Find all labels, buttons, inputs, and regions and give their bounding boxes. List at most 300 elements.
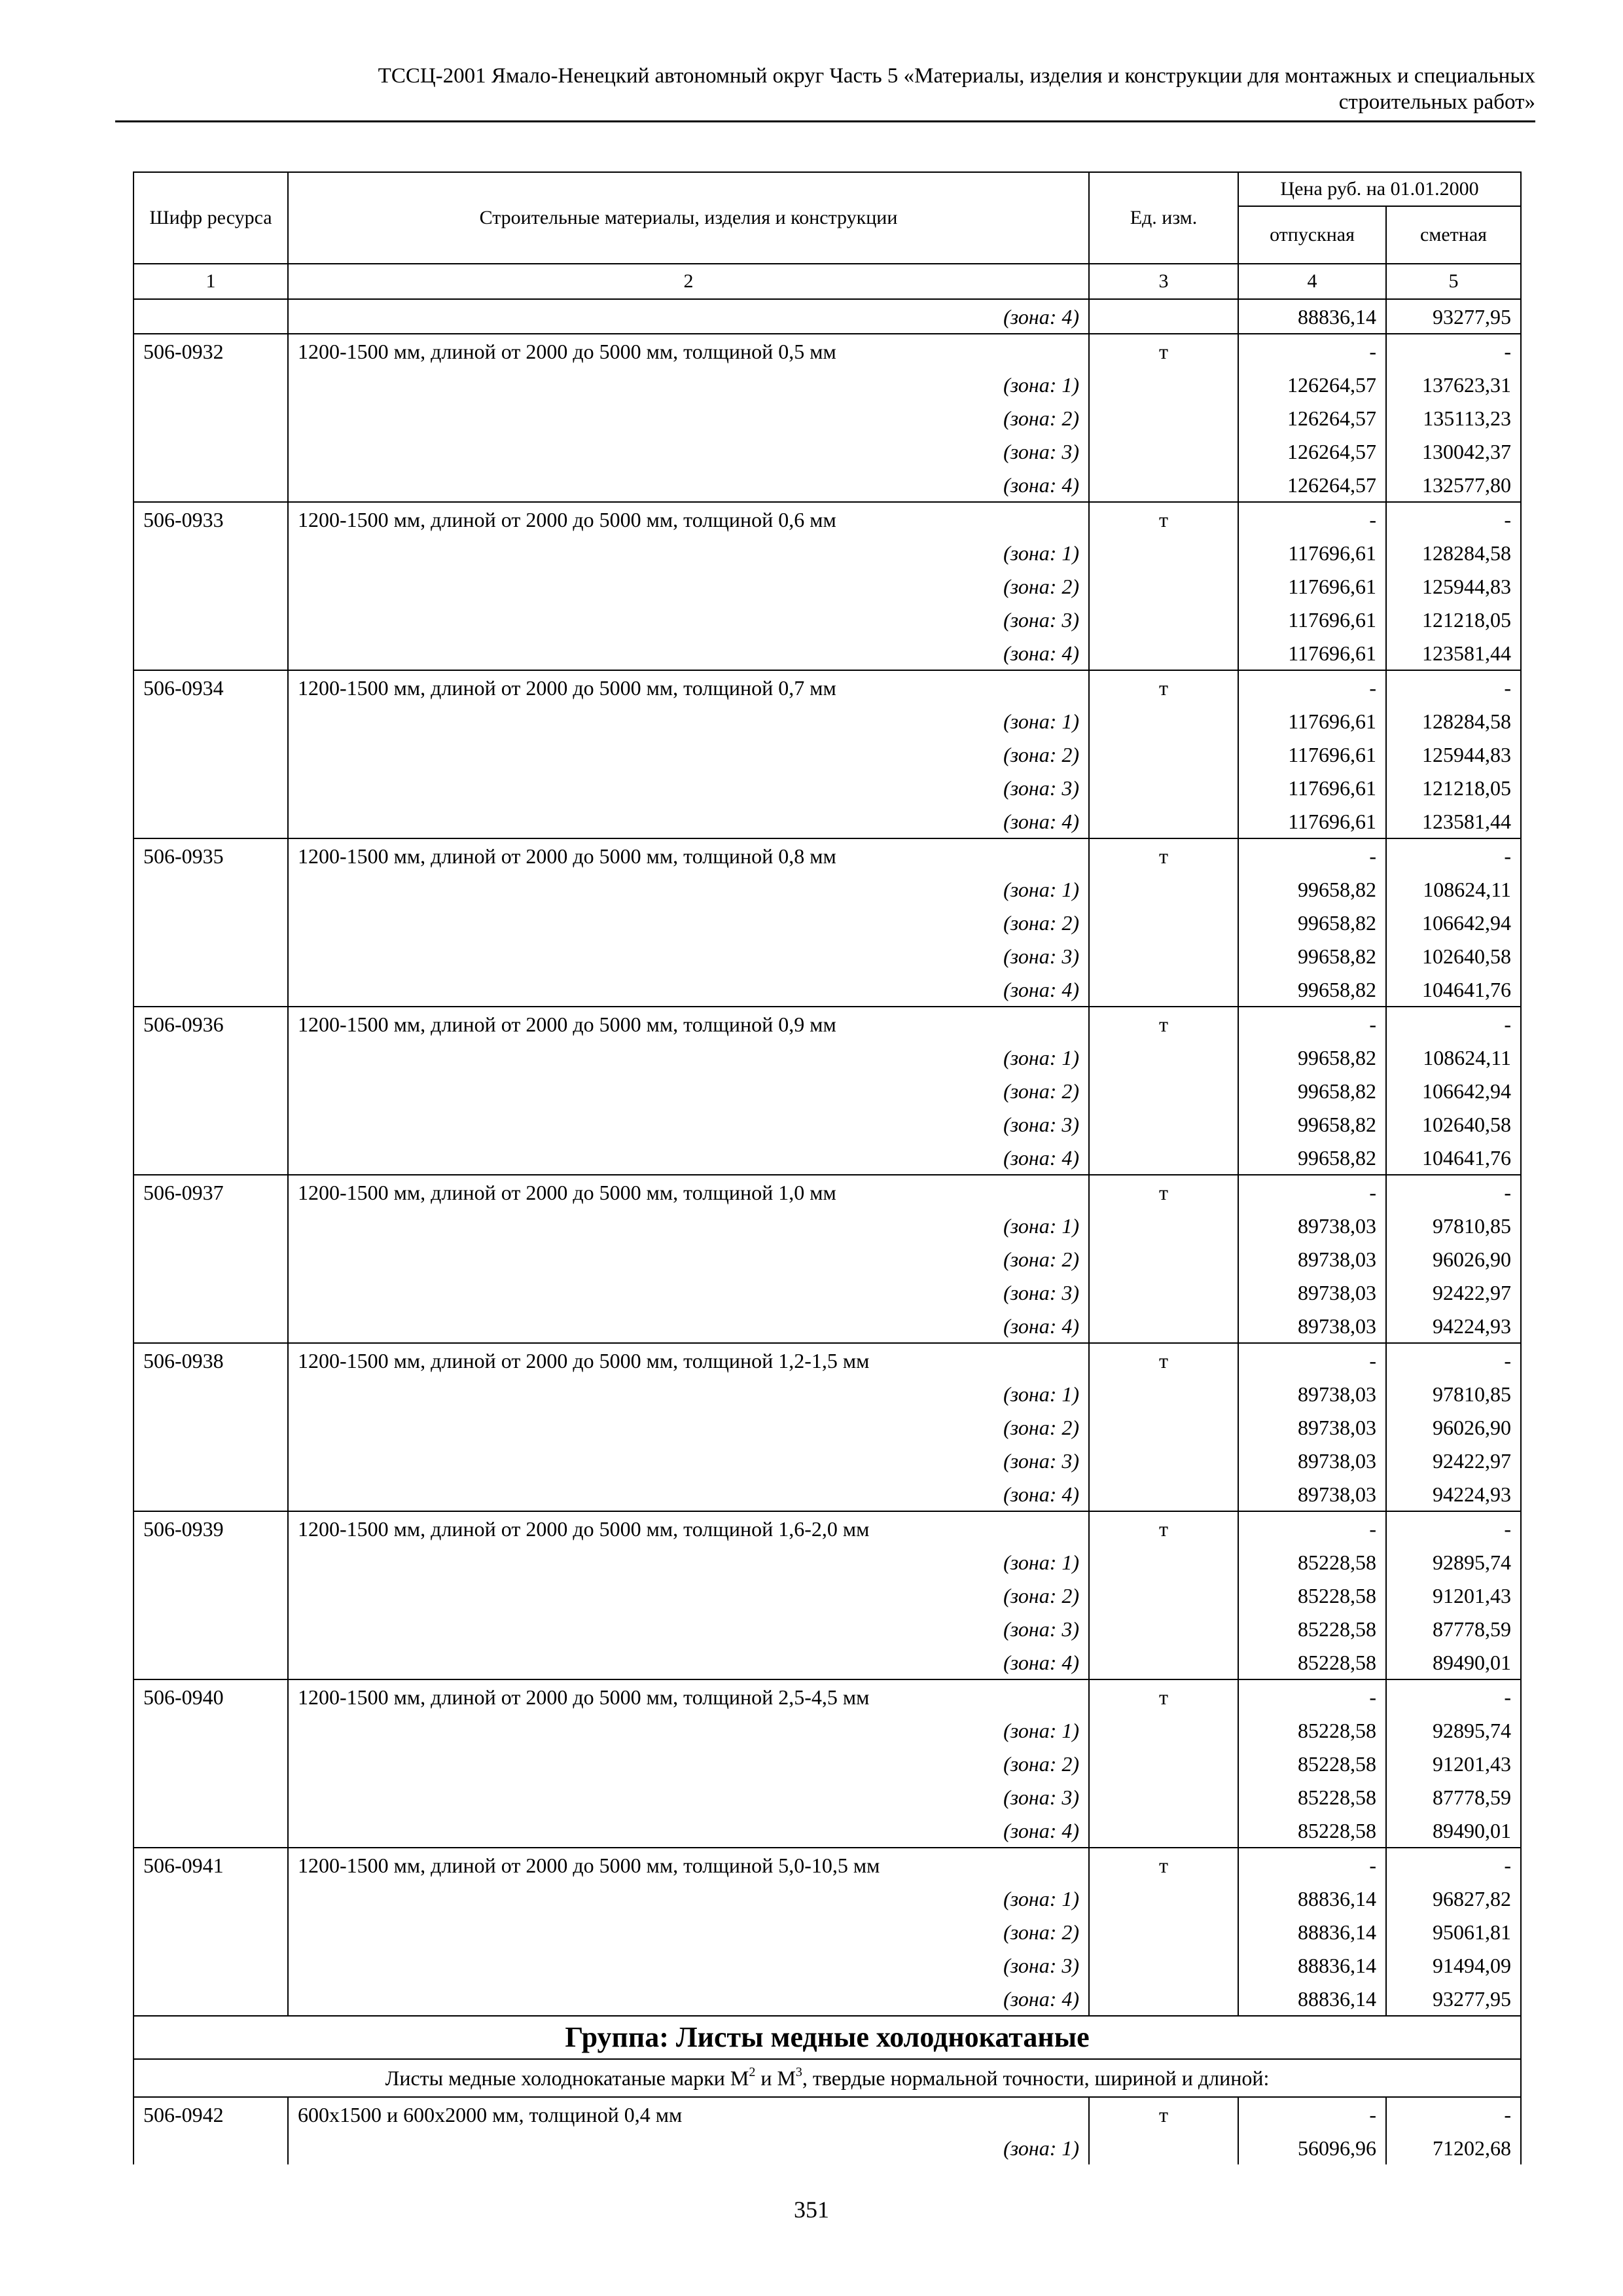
zone-row: [134, 1107, 1521, 1141]
unit-cell: [1089, 771, 1238, 804]
unit-cell: т: [1089, 1007, 1238, 1041]
code-cell: [134, 1410, 288, 1444]
unit-cell: [1089, 1612, 1238, 1645]
estimate-price-cell: 106642,94: [1386, 1074, 1521, 1107]
code-cell: [134, 1309, 288, 1343]
release-price-cell: 117696,61: [1238, 738, 1386, 771]
release-price-cell: -: [1238, 1007, 1386, 1041]
code-cell: [134, 939, 288, 973]
estimate-price-cell: 96026,90: [1386, 1410, 1521, 1444]
unit-cell: [1089, 973, 1238, 1007]
col-number: 5: [1386, 264, 1521, 299]
running-header-line2: строительных работ»: [1338, 90, 1535, 114]
zone-row: [134, 1276, 1521, 1309]
estimate-price-cell: 125944,83: [1386, 569, 1521, 603]
release-price-cell: 99658,82: [1238, 872, 1386, 906]
code-cell: [134, 704, 288, 738]
code-cell: [134, 1242, 288, 1276]
item-row: [134, 1679, 1521, 1713]
estimate-price-cell: 92422,97: [1386, 1276, 1521, 1309]
code-cell: [134, 1444, 288, 1477]
zone-cell: (зона: 1): [288, 1377, 1089, 1410]
release-price-cell: -: [1238, 1343, 1386, 1377]
unit-cell: т: [1089, 838, 1238, 872]
resource-code: 506-0938: [134, 1343, 288, 1377]
zone-row: [134, 1074, 1521, 1107]
estimate-price-cell: 106642,94: [1386, 906, 1521, 939]
zone-cell: (зона: 2): [288, 569, 1089, 603]
zone-row: [134, 1814, 1521, 1848]
carryover-row: [134, 299, 1521, 334]
item-description: 1200-1500 мм, длиной от 2000 до 5000 мм, толщиной 0,6 мм: [288, 502, 1089, 536]
subgroup-text: , твердые нормальной точности, шириной и длиной:: [802, 2066, 1270, 2090]
zone-row: [134, 401, 1521, 435]
unit-cell: [1089, 1579, 1238, 1612]
unit-cell: [1089, 569, 1238, 603]
zone-cell: (зона: 2): [288, 1915, 1089, 1948]
zone-cell: (зона: 2): [288, 1410, 1089, 1444]
estimate-price-cell: 135113,23: [1386, 401, 1521, 435]
zone-row: [134, 1982, 1521, 2016]
estimate-price-cell: 102640,58: [1386, 939, 1521, 973]
release-price-cell: 89738,03: [1238, 1477, 1386, 1511]
zone-cell: (зона: 2): [288, 401, 1089, 435]
col-header-estimate: сметная: [1386, 206, 1521, 264]
estimate-price-cell: 97810,85: [1386, 1209, 1521, 1242]
unit-cell: [1089, 603, 1238, 636]
item-row: [134, 1343, 1521, 1377]
item-row: [134, 838, 1521, 872]
zone-cell: (зона: 1): [288, 1713, 1089, 1747]
unit-cell: т: [1089, 1848, 1238, 1882]
item-row: [134, 1007, 1521, 1041]
unit-cell: [1089, 1041, 1238, 1074]
running-header-line1: ТССЦ-2001 Ямало-Ненецкий автономный округ Часть 5 «Материалы, изделия и конструкции для монтажных и специальных: [378, 64, 1535, 88]
item-row: [134, 1848, 1521, 1882]
release-price-cell: -: [1238, 334, 1386, 368]
zone-cell: (зона: 1): [288, 1882, 1089, 1915]
estimate-price-cell: 97810,85: [1386, 1377, 1521, 1410]
release-price-cell: -: [1238, 838, 1386, 872]
code-cell: [134, 1107, 288, 1141]
unit-cell: [1089, 1948, 1238, 1982]
item-description: 1200-1500 мм, длиной от 2000 до 5000 мм, толщиной 0,7 мм: [288, 670, 1089, 704]
unit-cell: [1089, 1209, 1238, 1242]
zone-row: [134, 1444, 1521, 1477]
estimate-price-cell: 92895,74: [1386, 1545, 1521, 1579]
estimate-price-cell: 93277,95: [1386, 1982, 1521, 2016]
release-price-cell: 117696,61: [1238, 603, 1386, 636]
release-price-cell: 85228,58: [1238, 1814, 1386, 1848]
release-price-cell: 85228,58: [1238, 1713, 1386, 1747]
item-description: 1200-1500 мм, длиной от 2000 до 5000 мм, толщиной 5,0-10,5 мм: [288, 1848, 1089, 1882]
superscript: 2: [749, 2065, 756, 2079]
zone-cell: (зона: 1): [288, 704, 1089, 738]
release-price-cell: 88836,14: [1238, 299, 1386, 334]
code-cell: [134, 738, 288, 771]
code-cell: [134, 1141, 288, 1175]
zone-row: [134, 2131, 1521, 2164]
unit-cell: [1089, 1074, 1238, 1107]
release-price-cell: 117696,61: [1238, 569, 1386, 603]
zone-cell: (зона: 4): [288, 1477, 1089, 1511]
release-price-cell: -: [1238, 502, 1386, 536]
estimate-price-cell: 71202,68: [1386, 2131, 1521, 2164]
column-number-row: [134, 264, 1521, 299]
estimate-price-cell: -: [1386, 1007, 1521, 1041]
release-price-cell: 88836,14: [1238, 1882, 1386, 1915]
zone-cell: (зона: 3): [288, 1948, 1089, 1982]
resource-code: 506-0939: [134, 1511, 288, 1545]
resource-code: 506-0932: [134, 334, 288, 368]
zone-cell: (зона: 1): [288, 536, 1089, 569]
unit-cell: [1089, 1377, 1238, 1410]
col-number: 3: [1089, 264, 1238, 299]
unit-cell: [1089, 435, 1238, 468]
code-cell: [134, 1612, 288, 1645]
estimate-price-cell: -: [1386, 2097, 1521, 2131]
group-title: Группа: Листы медные холоднокатаные: [134, 2016, 1521, 2059]
zone-cell: (зона: 4): [288, 973, 1089, 1007]
estimate-price-cell: -: [1386, 1511, 1521, 1545]
release-price-cell: 117696,61: [1238, 804, 1386, 838]
unit-cell: т: [1089, 1343, 1238, 1377]
zone-row: [134, 636, 1521, 670]
zone-row: [134, 1882, 1521, 1915]
code-cell: [134, 1477, 288, 1511]
estimate-price-cell: 108624,11: [1386, 1041, 1521, 1074]
release-price-cell: 99658,82: [1238, 973, 1386, 1007]
zone-row: [134, 939, 1521, 973]
zone-cell: (зона: 2): [288, 738, 1089, 771]
code-cell: [134, 1276, 288, 1309]
release-price-cell: 85228,58: [1238, 1780, 1386, 1814]
unit-cell: [1089, 872, 1238, 906]
code-cell: [134, 1982, 288, 2016]
unit-cell: [1089, 536, 1238, 569]
zone-cell: (зона: 2): [288, 1074, 1089, 1107]
release-price-cell: 117696,61: [1238, 771, 1386, 804]
unit-cell: [1089, 1242, 1238, 1276]
zone-cell: (зона: 4): [288, 804, 1089, 838]
estimate-price-cell: -: [1386, 670, 1521, 704]
col-header-price: Цена руб. на 01.01.2000: [1238, 172, 1521, 206]
code-cell: [134, 872, 288, 906]
estimate-price-cell: 87778,59: [1386, 1612, 1521, 1645]
zone-cell: (зона: 3): [288, 1107, 1089, 1141]
group-title-row: [134, 2016, 1521, 2059]
estimate-price-cell: 130042,37: [1386, 435, 1521, 468]
zone-cell: (зона: 1): [288, 1209, 1089, 1242]
release-price-cell: 89738,03: [1238, 1242, 1386, 1276]
unit-cell: [1089, 1645, 1238, 1679]
estimate-price-cell: 91201,43: [1386, 1579, 1521, 1612]
release-price-cell: 126264,57: [1238, 368, 1386, 401]
item-row: [134, 334, 1521, 368]
unit-cell: [1089, 906, 1238, 939]
release-price-cell: 88836,14: [1238, 1948, 1386, 1982]
estimate-price-cell: -: [1386, 1679, 1521, 1713]
code-cell: [134, 603, 288, 636]
zone-row: [134, 1545, 1521, 1579]
zone-row: [134, 1948, 1521, 1982]
col-number: 1: [134, 264, 288, 299]
unit-cell: т: [1089, 334, 1238, 368]
estimate-price-cell: 91201,43: [1386, 1747, 1521, 1780]
zone-cell: (зона: 2): [288, 1242, 1089, 1276]
estimate-price-cell: 91494,09: [1386, 1948, 1521, 1982]
col-header-release: отпускная: [1238, 206, 1386, 264]
release-price-cell: 89738,03: [1238, 1209, 1386, 1242]
unit-cell: [1089, 1107, 1238, 1141]
zone-row: [134, 1645, 1521, 1679]
estimate-price-cell: 123581,44: [1386, 636, 1521, 670]
unit-cell: [1089, 939, 1238, 973]
unit-cell: [1089, 1309, 1238, 1343]
resource-code: 506-0940: [134, 1679, 288, 1713]
zone-cell: (зона: 2): [288, 1747, 1089, 1780]
resource-code: 506-0934: [134, 670, 288, 704]
estimate-price-cell: 102640,58: [1386, 1107, 1521, 1141]
release-price-cell: 99658,82: [1238, 906, 1386, 939]
estimate-price-cell: -: [1386, 838, 1521, 872]
release-price-cell: 56096,96: [1238, 2131, 1386, 2164]
estimate-price-cell: 132577,80: [1386, 468, 1521, 502]
zone-cell: (зона: 4): [288, 1309, 1089, 1343]
resource-code: 506-0937: [134, 1175, 288, 1209]
item-row: [134, 670, 1521, 704]
zone-row: [134, 804, 1521, 838]
estimate-price-cell: 96026,90: [1386, 1242, 1521, 1276]
estimate-price-cell: -: [1386, 334, 1521, 368]
zone-cell: (зона: 3): [288, 1780, 1089, 1814]
code-cell: [134, 368, 288, 401]
item-description: 1200-1500 мм, длиной от 2000 до 5000 мм, толщиной 2,5-4,5 мм: [288, 1679, 1089, 1713]
estimate-price-cell: 108624,11: [1386, 872, 1521, 906]
item-description: 1200-1500 мм, длиной от 2000 до 5000 мм, толщиной 1,6-2,0 мм: [288, 1511, 1089, 1545]
zone-row: [134, 435, 1521, 468]
release-price-cell: 126264,57: [1238, 468, 1386, 502]
resource-code: 506-0941: [134, 1848, 288, 1882]
release-price-cell: 99658,82: [1238, 1107, 1386, 1141]
item-description: 1200-1500 мм, длиной от 2000 до 5000 мм, толщиной 0,9 мм: [288, 1007, 1089, 1041]
estimate-price-cell: 123581,44: [1386, 804, 1521, 838]
unit-cell: [1089, 468, 1238, 502]
zone-row: [134, 1041, 1521, 1074]
col-number: 2: [288, 264, 1089, 299]
estimate-price-cell: -: [1386, 1175, 1521, 1209]
zone-row: [134, 738, 1521, 771]
zone-row: [134, 1141, 1521, 1175]
zone-row: [134, 536, 1521, 569]
item-description: 1200-1500 мм, длиной от 2000 до 5000 мм, толщиной 0,8 мм: [288, 838, 1089, 872]
zone-row: [134, 1747, 1521, 1780]
unit-cell: [1089, 704, 1238, 738]
unit-cell: [1089, 1477, 1238, 1511]
estimate-price-cell: 95061,81: [1386, 1915, 1521, 1948]
estimate-price-cell: 125944,83: [1386, 738, 1521, 771]
code-cell: [134, 401, 288, 435]
estimate-price-cell: 89490,01: [1386, 1814, 1521, 1848]
code-cell: [134, 1209, 288, 1242]
estimate-price-cell: 96827,82: [1386, 1882, 1521, 1915]
unit-cell: т: [1089, 1679, 1238, 1713]
item-description: 1200-1500 мм, длиной от 2000 до 5000 мм, толщиной 1,2-1,5 мм: [288, 1343, 1089, 1377]
zone-cell: (зона: 3): [288, 939, 1089, 973]
zone-row: [134, 1477, 1521, 1511]
release-price-cell: 89738,03: [1238, 1410, 1386, 1444]
unit-cell: [1089, 1410, 1238, 1444]
item-row: [134, 2097, 1521, 2131]
zone-cell: (зона: 3): [288, 1612, 1089, 1645]
price-table: [133, 171, 1522, 2164]
subgroup-text: Листы медные холоднокатаные марки М: [385, 2066, 749, 2090]
release-price-cell: 99658,82: [1238, 1141, 1386, 1175]
header-rule: [115, 120, 1535, 122]
code-cell: [134, 1948, 288, 1982]
unit-cell: т: [1089, 2097, 1238, 2131]
zone-row: [134, 704, 1521, 738]
item-row: [134, 502, 1521, 536]
release-price-cell: -: [1238, 670, 1386, 704]
code-cell: [134, 973, 288, 1007]
estimate-price-cell: 121218,05: [1386, 603, 1521, 636]
release-price-cell: 89738,03: [1238, 1276, 1386, 1309]
unit-cell: [1089, 1276, 1238, 1309]
zone-row: [134, 771, 1521, 804]
unit-cell: [1089, 1982, 1238, 2016]
zone-row: [134, 1780, 1521, 1814]
unit-cell: [1089, 401, 1238, 435]
code-cell: [134, 2131, 288, 2164]
zone-cell: (зона: 4): [288, 1645, 1089, 1679]
zone-row: [134, 973, 1521, 1007]
estimate-price-cell: 94224,93: [1386, 1477, 1521, 1511]
release-price-cell: 85228,58: [1238, 1747, 1386, 1780]
release-price-cell: 99658,82: [1238, 1041, 1386, 1074]
release-price-cell: 88836,14: [1238, 1915, 1386, 1948]
release-price-cell: 85228,58: [1238, 1545, 1386, 1579]
unit-cell: [1089, 804, 1238, 838]
code-cell: [134, 771, 288, 804]
col-number: 4: [1238, 264, 1386, 299]
code-cell: [134, 1074, 288, 1107]
unit-cell: [1089, 1545, 1238, 1579]
release-price-cell: 99658,82: [1238, 939, 1386, 973]
zone-row: [134, 1612, 1521, 1645]
col-header-code: Шифр ресурса: [134, 172, 288, 264]
item-description: 600x1500 и 600x2000 мм, толщиной 0,4 мм: [288, 2097, 1089, 2131]
code-cell: [134, 435, 288, 468]
release-price-cell: -: [1238, 1511, 1386, 1545]
zone-row: [134, 1915, 1521, 1948]
zone-cell: (зона: 4): [288, 1141, 1089, 1175]
zone-cell: (зона: 1): [288, 2131, 1089, 2164]
col-header-name: Строительные материалы, изделия и конструкции: [288, 172, 1089, 264]
zone-cell: (зона: 1): [288, 1041, 1089, 1074]
zone-row: [134, 1410, 1521, 1444]
estimate-price-cell: 104641,76: [1386, 973, 1521, 1007]
code-cell: [134, 1747, 288, 1780]
unit-cell: [1089, 299, 1238, 334]
item-row: [134, 1511, 1521, 1545]
item-description: 1200-1500 мм, длиной от 2000 до 5000 мм, толщиной 0,5 мм: [288, 334, 1089, 368]
release-price-cell: 89738,03: [1238, 1377, 1386, 1410]
estimate-price-cell: 92422,97: [1386, 1444, 1521, 1477]
estimate-price-cell: 128284,58: [1386, 704, 1521, 738]
zone-row: [134, 368, 1521, 401]
estimate-price-cell: 94224,93: [1386, 1309, 1521, 1343]
unit-cell: [1089, 1915, 1238, 1948]
estimate-price-cell: -: [1386, 1848, 1521, 1882]
code-cell: [134, 1645, 288, 1679]
estimate-price-cell: 89490,01: [1386, 1645, 1521, 1679]
code-cell: [134, 1041, 288, 1074]
resource-code: 506-0936: [134, 1007, 288, 1041]
release-price-cell: -: [1238, 1679, 1386, 1713]
item-row: [134, 1175, 1521, 1209]
subgroup-row: [134, 2059, 1521, 2097]
page-number: 351: [794, 2197, 829, 2223]
running-header: [115, 63, 1535, 115]
zone-row: [134, 872, 1521, 906]
zone-cell: (зона: 3): [288, 771, 1089, 804]
release-price-cell: 85228,58: [1238, 1579, 1386, 1612]
release-price-cell: 89738,03: [1238, 1444, 1386, 1477]
code-cell: [134, 536, 288, 569]
zone-row: [134, 1579, 1521, 1612]
zone-row: [134, 906, 1521, 939]
zone-cell: (зона: 4): [288, 636, 1089, 670]
zone-row: [134, 468, 1521, 502]
zone-row: [134, 603, 1521, 636]
resource-code: 506-0935: [134, 838, 288, 872]
zone-row: [134, 569, 1521, 603]
release-price-cell: 117696,61: [1238, 536, 1386, 569]
code-cell: [134, 1579, 288, 1612]
estimate-price-cell: 121218,05: [1386, 771, 1521, 804]
estimate-price-cell: 87778,59: [1386, 1780, 1521, 1814]
resource-code: 506-0933: [134, 502, 288, 536]
code-cell: [134, 1915, 288, 1948]
subgroup-text: и М: [755, 2066, 796, 2090]
code-cell: [134, 636, 288, 670]
code-cell: [134, 906, 288, 939]
release-price-cell: 89738,03: [1238, 1309, 1386, 1343]
zone-cell: (зона: 2): [288, 1579, 1089, 1612]
resource-code: 506-0942: [134, 2097, 288, 2131]
release-price-cell: 85228,58: [1238, 1612, 1386, 1645]
subgroup-description: [134, 2059, 1521, 2097]
zone-cell: (зона: 4): [288, 299, 1089, 334]
zone-cell: (зона: 4): [288, 1814, 1089, 1848]
release-price-cell: 117696,61: [1238, 704, 1386, 738]
release-price-cell: 126264,57: [1238, 435, 1386, 468]
code-cell: [134, 1882, 288, 1915]
code-cell: [134, 468, 288, 502]
unit-cell: [1089, 1747, 1238, 1780]
estimate-price-cell: 137623,31: [1386, 368, 1521, 401]
zone-cell: (зона: 3): [288, 603, 1089, 636]
unit-cell: [1089, 1814, 1238, 1848]
unit-cell: [1089, 1141, 1238, 1175]
zone-cell: (зона: 4): [288, 1982, 1089, 2016]
unit-cell: [1089, 636, 1238, 670]
code-cell: [134, 1780, 288, 1814]
zone-row: [134, 1309, 1521, 1343]
code-cell: [134, 299, 288, 334]
table-header: [134, 172, 1521, 299]
